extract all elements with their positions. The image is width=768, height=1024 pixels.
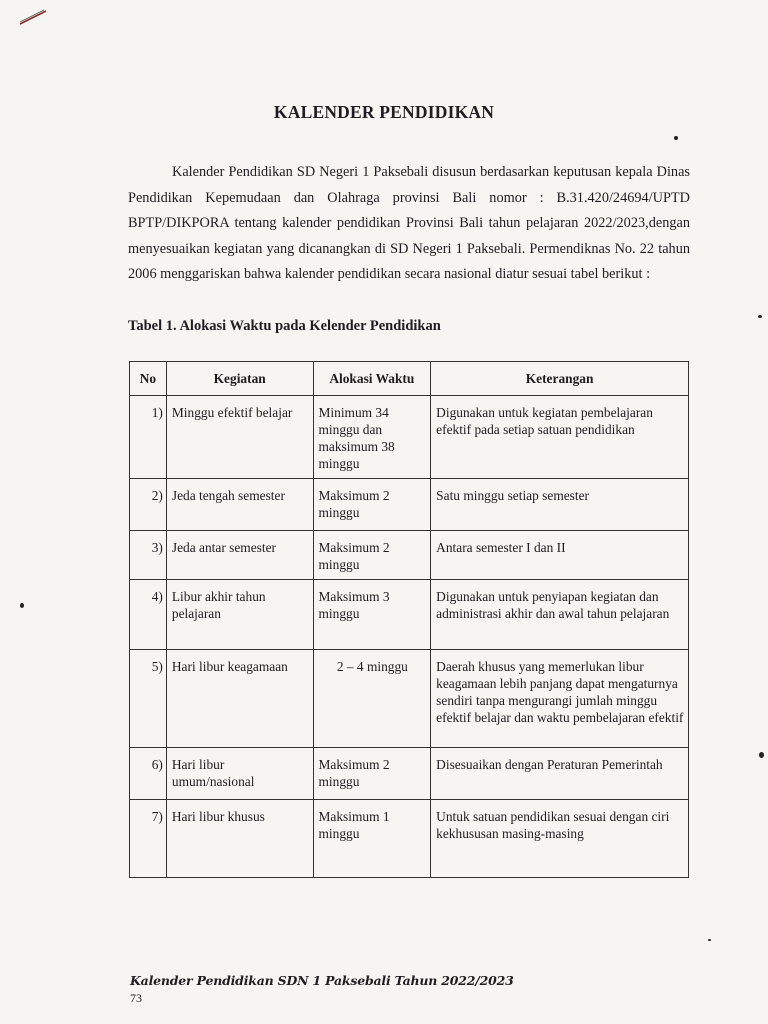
cell-kegiatan: Minggu efektif belajar [166,396,313,479]
cell-kegiatan: Hari libur khusus [166,800,313,878]
cell-kegiatan: Hari libur keagamaan [166,650,313,748]
cell-alokasi: Minimum 34 minggu dan maksimum 38 minggu [313,396,431,479]
ink-speck [708,939,711,941]
table-header-row [130,362,689,396]
ink-speck [20,603,24,608]
cell-no: 1) [130,396,167,479]
table-row [130,800,689,878]
cell-keterangan: Antara semester I dan II [431,531,689,580]
header-no: No [130,362,167,396]
cell-alokasi: Maksimum 1 minggu [313,800,431,878]
intro-paragraph [128,160,690,288]
header-alokasi-waktu: Alokasi Waktu [313,362,431,396]
cell-kegiatan: Jeda antar semester [166,531,313,580]
page-title: KALENDER PENDIDIKAN [273,102,495,122]
table-row [130,396,689,479]
cell-alokasi: Maksimum 2 minggu [313,531,431,580]
cell-no: 4) [130,580,167,650]
cell-keterangan: Disesuaikan dengan Peraturan Pemerintah [431,748,689,800]
intro-paragraph-text: Kalender Pendidikan SD Negeri 1 Paksebali disusun berdasarkan keputusan kepala Dinas Pendidikan Kepemudaan dan Olahraga provinsi Bali nomor : B.31.420/24694/UPTD BPTP/DIKPORA tentang kalender pendidikan Provinsi Bali tahun pelajaran 2022/2023,dengan menyesuaikan kegiatan yang dicanangkan di SD Negeri 1 Paksebali. Permendiknas No. 22 tahun 2006 menggariskan bahwa kalender pendidikan secara nasional diatur sesuai tabel berikut : [128,164,690,282]
table-row [130,650,689,748]
cell-no: 3) [130,531,167,580]
cell-keterangan: Satu minggu setiap semester [431,479,689,531]
cell-keterangan: Digunakan untuk kegiatan pembelajaran efektif pada setiap satuan pendidikan [431,396,689,479]
table-row [130,580,689,650]
table-row [130,479,689,531]
cell-keterangan: Daerah khusus yang memerlukan libur keagamaan lebih panjang dapat mengaturnya sendiri tanpa mengurangi jumlah minggu efektif belajar dan waktu pembelajaran efektif [431,650,689,748]
ink-speck [758,315,762,318]
footer-title: Kalender Pendidikan SDN 1 Paksebali Tahun 2022/2023 [130,973,514,988]
cell-kegiatan: Hari libur umum/nasional [166,748,313,800]
cell-keterangan: Digunakan untuk penyiapan kegiatan dan administrasi akhir dan awal tahun pelajaran [431,580,689,650]
header-kegiatan: Kegiatan [166,362,313,396]
cell-no: 5) [130,650,167,748]
ink-speck [674,136,678,140]
cell-keterangan: Untuk satuan pendidikan sesuai dengan ciri kekhususan masing-masing [431,800,689,878]
page-number: 73 [130,991,142,1005]
cell-alokasi: Maksimum 2 minggu [313,748,431,800]
table-row [130,748,689,800]
table-row [130,531,689,580]
pen-stroke-mark [18,8,48,26]
ink-speck [759,752,764,758]
cell-kegiatan: Libur akhir tahun pelajaran [166,580,313,650]
cell-kegiatan: Jeda tengah semester [166,479,313,531]
cell-no: 6) [130,748,167,800]
cell-alokasi: Maksimum 2 minggu [313,479,431,531]
cell-no: 7) [130,800,167,878]
header-keterangan: Keterangan [431,362,689,396]
allocation-table [129,361,689,878]
table-caption: Tabel 1. Alokasi Waktu pada Kelender Pendidikan [128,318,441,334]
cell-no: 2) [130,479,167,531]
cell-alokasi: 2 – 4 minggu [313,650,431,748]
cell-alokasi: Maksimum 3 minggu [313,580,431,650]
